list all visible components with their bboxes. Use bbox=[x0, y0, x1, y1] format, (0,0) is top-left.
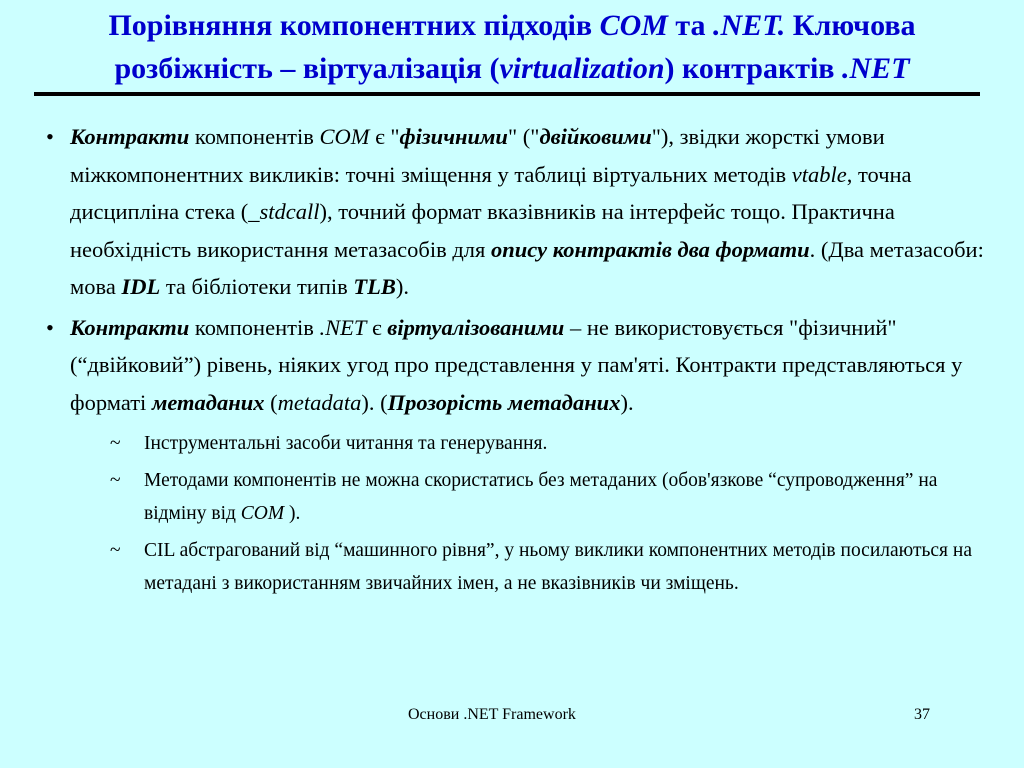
emphasis: .NET bbox=[319, 314, 367, 340]
title-text: ) контрактів bbox=[664, 52, 843, 85]
title-divider bbox=[34, 92, 980, 96]
bullet-com-contracts bbox=[44, 118, 994, 306]
text: є " bbox=[369, 124, 400, 149]
text: та бібліотеки типів bbox=[160, 274, 354, 299]
text: ). bbox=[395, 274, 410, 299]
title-net: .NET. bbox=[713, 9, 786, 42]
text: ). bbox=[284, 503, 301, 524]
emphasis: COM bbox=[240, 503, 285, 524]
sub-item-methods bbox=[44, 464, 994, 530]
text: "), звідки жорсткі умови міжкомпонентних викликів: точні зміщення у таблиці віртуальних методів bbox=[70, 124, 885, 187]
sub-item-tools bbox=[44, 427, 994, 460]
emphasis: метаданих bbox=[151, 389, 265, 415]
text: ). bbox=[620, 389, 634, 415]
text: ), точний формат вказівників на інтерфейс тощо. Практична необхідність використання метазасобів для bbox=[70, 199, 895, 262]
text: " (" bbox=[507, 124, 540, 149]
emphasis: фізичними bbox=[399, 124, 508, 149]
title-net: .NET bbox=[842, 52, 910, 85]
emphasis: COM bbox=[319, 124, 370, 149]
text: компонентів bbox=[189, 314, 320, 340]
emphasis: stdcall bbox=[259, 199, 320, 224]
text: ( bbox=[264, 389, 278, 415]
slide-number: 37 bbox=[914, 706, 930, 723]
emphasis: Прозорість метаданих bbox=[387, 389, 621, 415]
emphasis: TLB bbox=[353, 274, 396, 299]
text: – не використовується "фізичний" (“двійковий”) рівень, ніяких угод про представлення у пам'яті. Контракти представляються у форматі bbox=[70, 314, 963, 415]
emphasis: IDL bbox=[121, 274, 161, 299]
bullet-marker: • bbox=[46, 314, 54, 340]
text: CIL абстрагований від “машинного рівня”, у ньому виклики компонентних методів посилаються на метадані з використанням звичайних імен, а не вказівників чи зміщень. bbox=[144, 540, 972, 594]
title-text: та bbox=[667, 9, 714, 42]
bullet-net-contracts bbox=[44, 309, 994, 422]
emphasis: Контракти bbox=[70, 314, 190, 340]
text: є bbox=[366, 314, 388, 340]
text: компонентів bbox=[189, 124, 320, 149]
emphasis: віртуалізованими bbox=[387, 314, 565, 340]
bullet-marker: • bbox=[46, 124, 54, 149]
sub-marker: ~ bbox=[110, 470, 121, 491]
sub-item-cil bbox=[44, 534, 994, 600]
emphasis: опису контрактів два формати bbox=[490, 236, 810, 262]
footer-title: Основи .NET Framework bbox=[408, 706, 576, 723]
sub-list bbox=[44, 427, 994, 600]
emphasis: Контракти bbox=[70, 124, 190, 149]
text: ). ( bbox=[361, 389, 388, 415]
emphasis: двійковими bbox=[539, 124, 652, 149]
sub-marker: ~ bbox=[110, 433, 121, 454]
text: Методами компонентів не можна скористатись без метаданих (обов'язкове “супроводження” на відміну від bbox=[144, 470, 938, 524]
emphasis: vtable bbox=[791, 161, 847, 187]
text: Інструментальні засоби читання та генерування. bbox=[144, 433, 548, 454]
sub-marker: ~ bbox=[110, 540, 121, 561]
title-text: Ключова розбіжність – віртуалізація ( bbox=[114, 9, 916, 85]
title-text: Порівняння компонентних підходів bbox=[108, 9, 600, 42]
slide-title bbox=[30, 4, 994, 90]
title-virtualization: virtualization bbox=[499, 52, 665, 85]
emphasis: metadata bbox=[277, 389, 362, 415]
text: . (Два метазасоби: мова bbox=[70, 236, 984, 299]
slide-body bbox=[44, 118, 994, 604]
title-com: COM bbox=[599, 9, 668, 42]
text: , точна дисципліна стека (_ bbox=[70, 161, 912, 224]
